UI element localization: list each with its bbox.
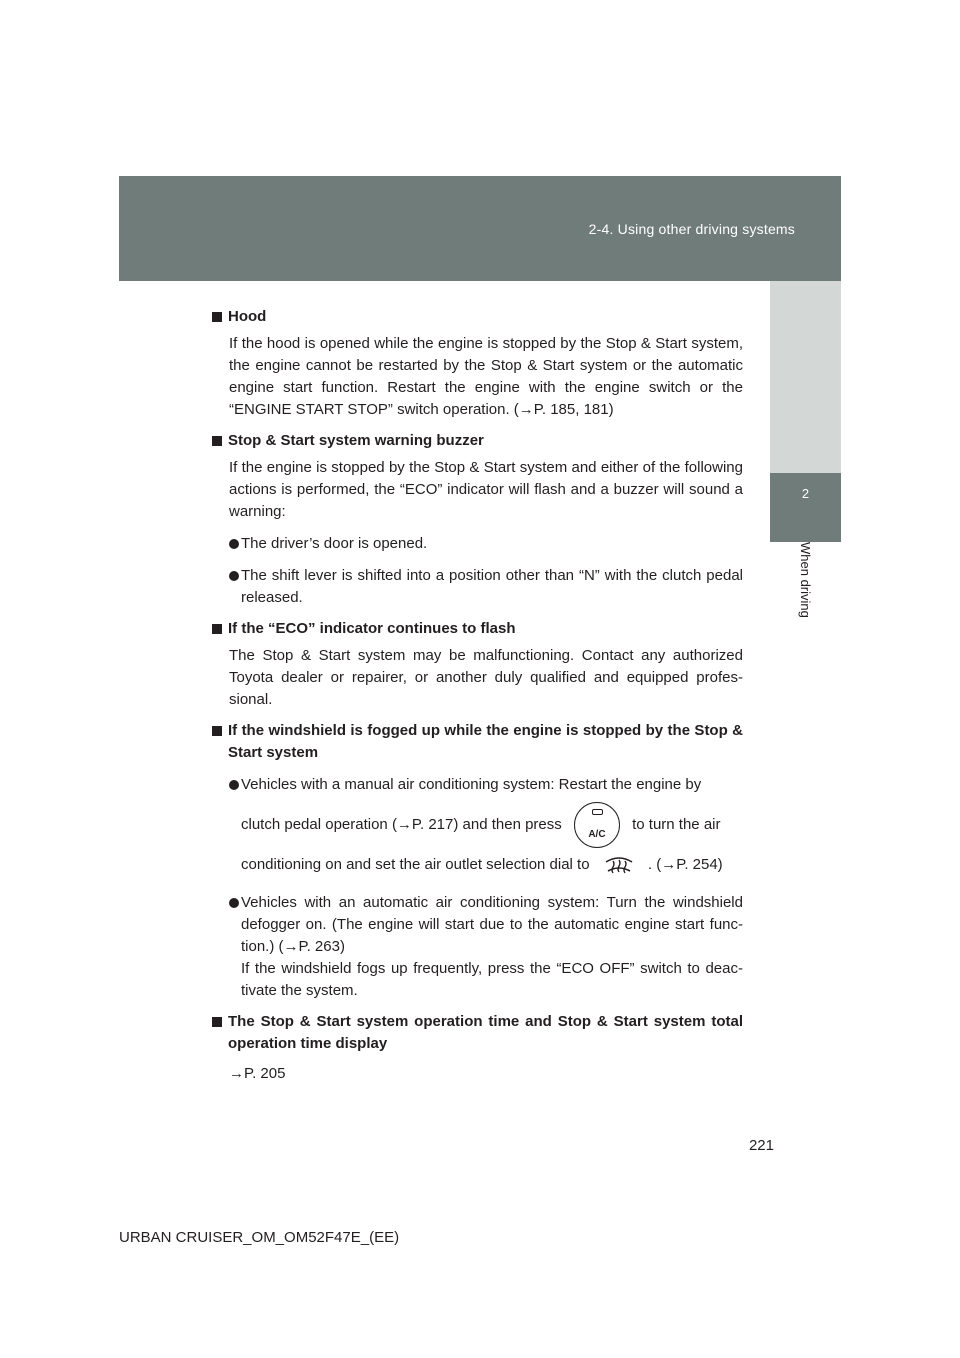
side-tab-light [770, 281, 841, 473]
list-item-text: Vehicles with an automatic air conditioning system: Turn the windshield defogger on. (The engine will start due to the automatic engine start func-tion.) (→P. 263) [241, 894, 743, 955]
chapter-label-area [772, 542, 838, 662]
round-bullet-icon [229, 539, 239, 549]
list-item-line [241, 848, 743, 882]
list-item-text: to turn the air [632, 815, 721, 833]
section-heading [212, 306, 743, 328]
list-item-text: The shift lever is shifted into a position other than “N” with the clutch pedal released. [241, 567, 743, 606]
list-item-auto-ac [212, 892, 743, 1002]
section-title: 2-4. Using other driving systems [588, 221, 795, 237]
list-item-text: Vehicles with a manual air conditioning system: Restart the engine by [241, 776, 702, 793]
square-bullet-icon [212, 1017, 222, 1027]
ac-button-icon [574, 802, 620, 848]
list-item-text: conditioning on and set the air outlet selection dial to [241, 856, 590, 873]
heading-text: If the windshield is fogged up while the engine is stopped by the Stop & Start system [228, 722, 743, 761]
section-heading [212, 720, 743, 764]
section-heading [212, 430, 743, 452]
heading-text: Hood [228, 308, 267, 325]
list-item-manual-ac [212, 774, 743, 882]
section-operation-time [212, 1011, 743, 1085]
ac-label: A/C [588, 829, 606, 840]
square-bullet-icon [212, 436, 222, 446]
page-reference: →P. 205 [229, 1065, 286, 1082]
list-item-text: The driver’s door is opened. [241, 535, 428, 552]
windshield-defroster-icon [604, 853, 634, 877]
section-heading [212, 1011, 743, 1055]
indicator-light [592, 809, 603, 815]
section-header [119, 176, 841, 281]
list-item-text: clutch pedal operation (→P. 217) and then press [241, 815, 562, 833]
heading-text: If the “ECO” indicator continues to flash [228, 620, 516, 637]
section-warning-buzzer [212, 430, 743, 609]
section-heading [212, 618, 743, 640]
chapter-tab [770, 473, 841, 542]
round-bullet-icon [229, 780, 239, 790]
chapter-number: 2 [801, 486, 810, 501]
paragraph: If the engine is stopped by the Stop & Start system and either of the following actions is performed, the “ECO” indicator will flash and a buzzer will sound a warning: [229, 459, 743, 520]
page-number: 221 [748, 1137, 774, 1154]
chapter-label: When driving [798, 542, 813, 618]
document-code: URBAN CRUISER_OM_OM52F47E_(EE) [119, 1229, 400, 1246]
list-item-line [241, 802, 743, 848]
heading-text: Stop & Start system warning buzzer [228, 432, 484, 449]
section-hood [212, 306, 743, 421]
list-item [212, 565, 743, 609]
square-bullet-icon [212, 726, 222, 736]
section-eco-indicator [212, 618, 743, 711]
paragraph: The Stop & Start system may be malfunctioning. Contact any authorized Toyota dealer or repairer, or another duly qualified and equipped profes-sional. [229, 647, 743, 708]
square-bullet-icon [212, 312, 222, 322]
round-bullet-icon [229, 898, 239, 908]
list-item-text: . (→P. 254) [647, 856, 723, 873]
page-content [212, 306, 743, 1085]
round-bullet-icon [229, 571, 239, 581]
list-item [212, 533, 743, 555]
section-windshield-fogged [212, 720, 743, 1002]
list-item-text: If the windshield fogs up frequently, press the “ECO OFF” switch to deac-tivate the system. [241, 960, 743, 999]
heading-text: The Stop & Start system operation time and Stop & Start system total operation time display [228, 1013, 743, 1052]
paragraph: If the hood is opened while the engine is stopped by the Stop & Start system, the engine cannot be restarted by the Stop & Start system or the automatic engine start function. Restart the engine with the engine switch or the “ENGINE START STOP” switch operation. (→P. 185, 181) [229, 335, 743, 418]
square-bullet-icon [212, 624, 222, 634]
